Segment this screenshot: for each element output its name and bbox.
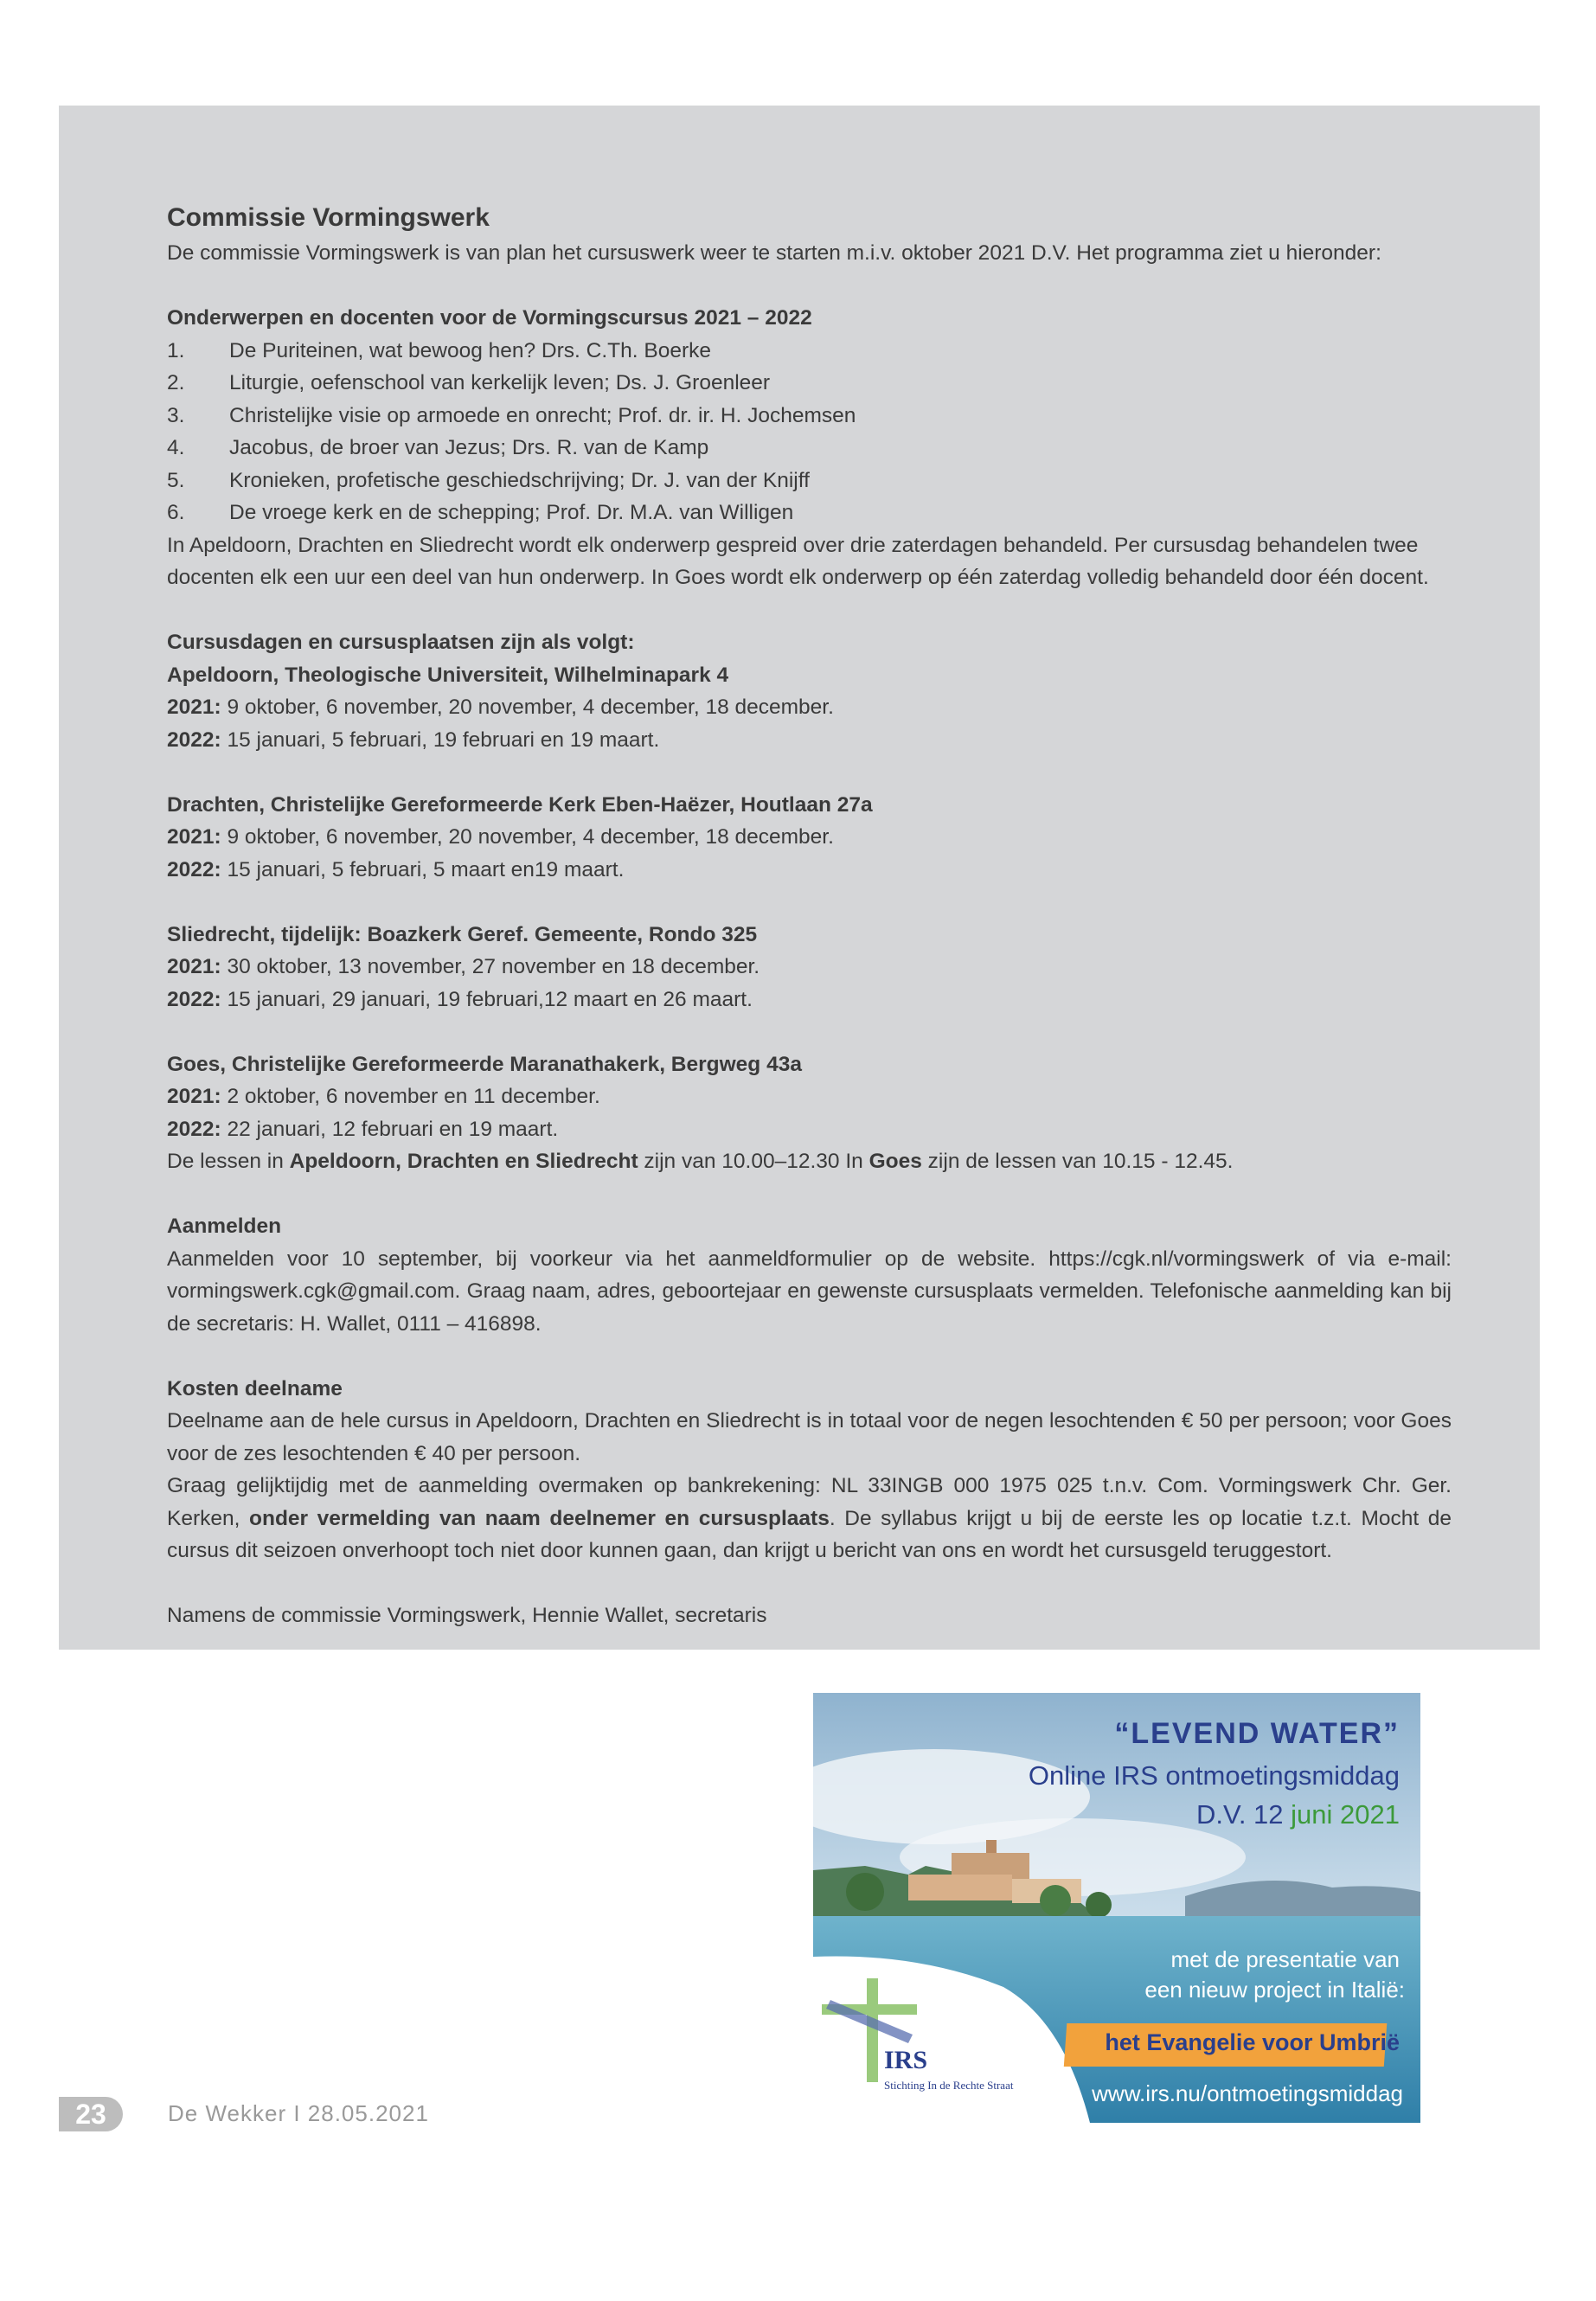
ad-line1: met de presentatie van xyxy=(1170,1946,1400,1972)
tree xyxy=(1040,1885,1071,1916)
article-title: Commissie Vormingswerk xyxy=(167,203,490,232)
tree xyxy=(846,1873,884,1911)
aanmelden-heading: Aanmelden xyxy=(167,1215,282,1238)
page-number: 23 xyxy=(59,2097,123,2131)
houses xyxy=(908,1875,1012,1900)
ad-url: www.irs.nu/ontmoetingsmiddag xyxy=(1092,2080,1403,2106)
irs-logo-subtitle: Stichting In de Rechte Straat xyxy=(884,2079,1014,2092)
location-dates-2021: 2021: 9 oktober, 6 november, 20 november, 4 december, 18 december. xyxy=(167,695,834,719)
location-name: Drachten, Christelijke Gereformeerde Kerk Eben-Haëzer, Houtlaan 27a xyxy=(167,792,873,817)
list-item: 5. Kronieken, profetische geschiedschrijving; Dr. J. van der Knijff xyxy=(167,468,810,492)
location-name: Goes, Christelijke Gereformeerde Maranathakerk, Bergweg 43a xyxy=(167,1052,802,1076)
location-dates-2022: 2022: 22 januari, 12 februari en 19 maart. xyxy=(167,1117,559,1141)
lesson-times: De lessen in Apeldoorn, Drachten en Sliedrecht zijn van 10.00–12.30 In Goes zijn de lessen van 10.15 - 12.45. xyxy=(167,1150,1234,1173)
subjects-note: In Apeldoorn, Drachten en Sliedrecht wordt elk onderwerp gespreid over drie zaterdagen behandeld. Per cursusdag behandelen twee docenten elk een uur een deel van hun onderwerp. In Goes wordt elk onderwerp op één zaterdag volledig behandeld door één docent. xyxy=(167,533,1429,589)
article-content xyxy=(167,199,1452,1632)
location-dates-2021: 2021: 30 oktober, 13 november, 27 november en 18 december. xyxy=(167,955,760,978)
kosten-heading: Kosten deelname xyxy=(167,1376,343,1400)
location-dates-2022: 2022: 15 januari, 5 februari, 5 maart en19 maart. xyxy=(167,857,625,881)
subjects-list xyxy=(167,335,1452,529)
list-item: 4. Jacobus, de broer van Jezus; Drs. R. van de Kamp xyxy=(167,436,709,459)
location-dates-2021: 2021: 2 oktober, 6 november en 11 december. xyxy=(167,1085,600,1108)
irs-advertisement xyxy=(813,1693,1420,2123)
kosten-text: Deelname aan de hele cursus in Apeldoorn, Drachten en Sliedrecht is in totaal voor de negen lesochtenden € 50 per persoon; voor Goes voor de zes lesochtenden € 40 per persoon. xyxy=(167,1409,1452,1465)
location-dates-2022: 2022: 15 januari, 5 februari, 19 februari en 19 maart. xyxy=(167,727,660,752)
location-name: Sliedrecht, tijdelijk: Boazkerk Geref. Gemeente, Rondo 325 xyxy=(167,922,758,946)
list-item: 2. Liturgie, oefenschool van kerkelijk leven; Ds. J. Groenleer xyxy=(167,371,771,394)
location-dates-2022: 2022: 15 januari, 29 januari, 19 februari,12 maart en 26 maart. xyxy=(167,987,753,1011)
intro-text: De commissie Vormingswerk is van plan het cursuswerk weer te starten m.i.v. oktober 2021 D.V. Het programma ziet u hieronder: xyxy=(167,241,1381,265)
ad-title: “LEVEND WATER” xyxy=(1114,1717,1400,1750)
ad-line2: een nieuw project in Italië: xyxy=(1144,1977,1405,2003)
location-block xyxy=(167,789,1452,887)
list-item: 1. De Puriteinen, wat bewoog hen? Drs. C.Th. Boerke xyxy=(167,338,711,362)
tree xyxy=(1086,1892,1112,1918)
location-dates-2021: 2021: 9 oktober, 6 november, 20 november, 4 december, 18 december. xyxy=(167,825,834,849)
kosten-payment-text: Graag gelijktijdig met de aanmelding overmaken op bankrekening: NL 33INGB 000 1975 025 t.n.v. Com. Vormingswerk Chr. Ger. Kerken, onder vermelding van naam deelnemer en cursusplaats. De syllabus krijgt u bij de eerste les op locatie t.z.t. Mocht de cursus dit seizoen onverhoopt toch niet door kunnen gaan, dan krijgt u bericht van ons en wordt het cursusgeld teruggestort. xyxy=(167,1474,1452,1562)
list-item: 3. Christelijke visie op armoede en onrecht; Prof. dr. ir. H. Jochemsen xyxy=(167,403,856,427)
ad-banner: het Evangelie voor Umbrië xyxy=(1105,2029,1400,2055)
ad-date: D.V. 12 juni 2021 xyxy=(1196,1799,1400,1830)
aanmelden-text: Aanmelden voor 10 september, bij voorkeur via het aanmeldformulier op de website. https://cgk.nl/vormingswerk of via e-mail: vormingswerk.cgk@gmail.com. Graag naam, adres, geboortejaar en gewenste cursusplaats vermelden. Telefonische aanmelding kan bij de secretaris: H. Wallet, 0111 – 416898. xyxy=(167,1247,1452,1336)
signoff: Namens de commissie Vormingswerk, Hennie Wallet, secretaris xyxy=(167,1604,767,1627)
list-item: 6. De vroege kerk en de schepping; Prof. Dr. M.A. van Willigen xyxy=(167,501,794,524)
ad-subtitle: Online IRS ontmoetingsmiddag xyxy=(1028,1760,1400,1791)
irs-logo-text: IRS xyxy=(884,2046,928,2074)
location-block xyxy=(167,1048,1452,1146)
subjects-heading: Onderwerpen en docenten voor de Vormingscursus 2021 – 2022 xyxy=(167,306,812,330)
location-block xyxy=(167,659,1452,757)
days-heading: Cursusdagen en cursusplaatsen zijn als volgt: xyxy=(167,631,635,654)
magazine-issue: De Wekker I 28.05.2021 xyxy=(168,2100,429,2126)
location-block xyxy=(167,919,1452,1016)
location-name: Apeldoorn, Theologische Universiteit, Wilhelminapark 4 xyxy=(167,663,729,687)
